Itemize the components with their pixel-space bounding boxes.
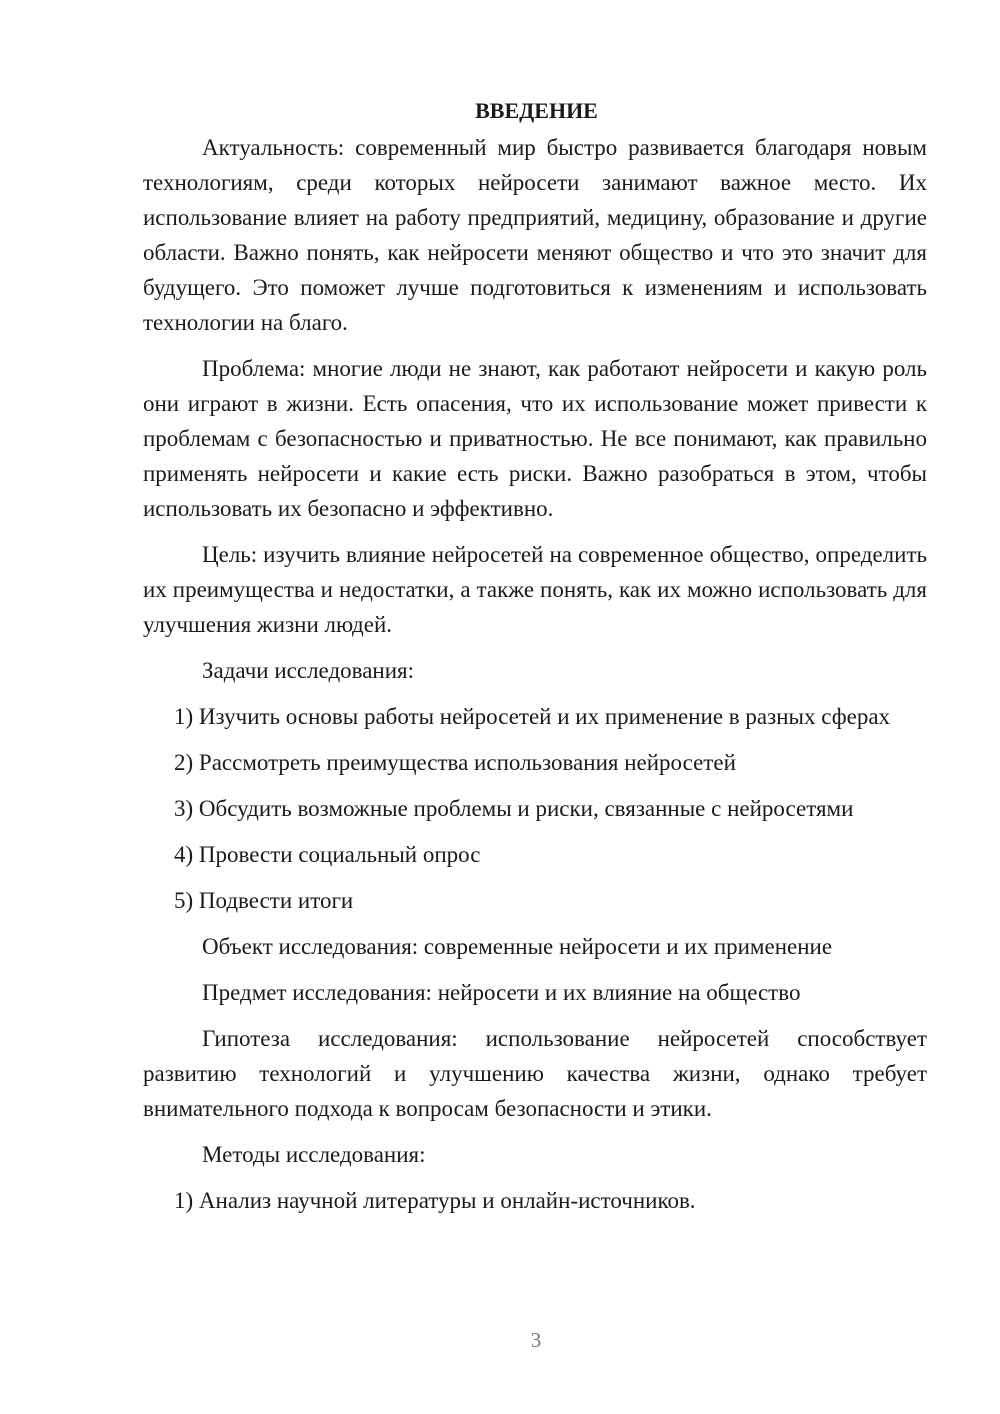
task-item: 2) Рассмотреть преимущества использования нейросетей — [174, 750, 736, 775]
section-title: ВВЕДЕНИЕ — [475, 98, 598, 123]
task-item: 1) Изучить основы работы нейросетей и их применение в разных сферах — [174, 704, 891, 729]
hypothesis-paragraph: Гипотеза исследования: использование нейросетей способствует развитию технологий и улучшению качества жизни, однако требует внимательного подхода к вопросам безопасности и этики. — [143, 1026, 927, 1121]
task-item: 3) Обсудить возможные проблемы и риски, связанные с нейросетями — [174, 796, 854, 821]
subject-paragraph: Предмет исследования: нейросети и их влияние на общество — [202, 980, 801, 1005]
task-item: 5) Подвести итоги — [174, 888, 354, 913]
goal-paragraph: Цель: изучить влияние нейросетей на современное общество, определить их преимущества и недостатки, а также понять, как их можно использовать для улучшения жизни людей. — [143, 542, 927, 637]
document-page — [143, 93, 927, 1229]
method-item: 1) Анализ научной литературы и онлайн-источников. — [174, 1188, 696, 1213]
relevance-paragraph: Актуальность: современный мир быстро развивается благодаря новым технологиям, среди которых нейросети занимают важное место. Их использование влияет на работу предприятий, медицину, образование и другие области. Важно понять, как нейросети меняют общество и что это значит для будущего. Это поможет лучше подготовиться к изменениям и использовать технологии на благо. — [143, 135, 927, 335]
object-paragraph: Объект исследования: современные нейросети и их применение — [202, 934, 833, 959]
problem-paragraph: Проблема: многие люди не знают, как работают нейросети и какую роль они играют в жизни. Есть опасения, что их использование может привести к проблемам с безопасностью и приватностью. Не все понимают, как правильно применять нейросети и какие есть риски. Важно разобраться в этом, чтобы использовать их безопасно и эффективно. — [143, 356, 927, 521]
tasks-heading: Задачи исследования: — [202, 658, 415, 683]
methods-heading: Методы исследования: — [202, 1142, 426, 1167]
task-item: 4) Провести социальный опрос — [174, 842, 481, 867]
page-number: 3 — [530, 1328, 542, 1352]
